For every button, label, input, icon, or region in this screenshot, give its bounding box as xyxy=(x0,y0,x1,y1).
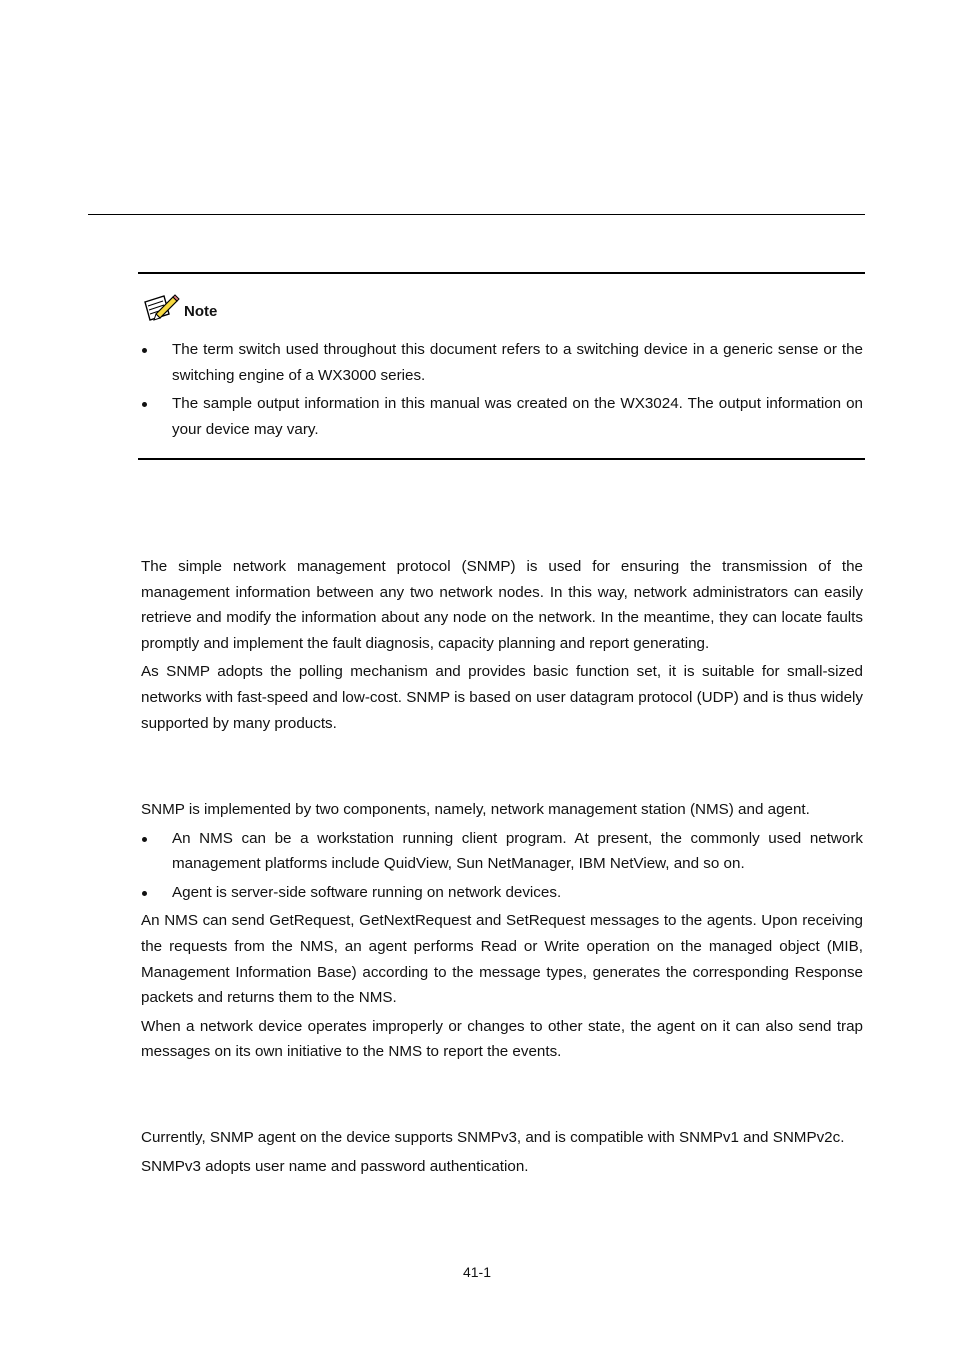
note-item: The term switch used throughout this document refers to a switching device in a generic sense or the switching engine of a WX3000 series. xyxy=(141,337,863,388)
paragraph: SNMP is implemented by two components, namely, network management station (NMS) and agent. xyxy=(141,801,810,818)
page-number: 41-1 xyxy=(462,1264,492,1280)
chapter-title-rule xyxy=(88,214,865,215)
note-list xyxy=(141,337,863,442)
note-header xyxy=(142,292,217,322)
paragraph: As SNMP adopts the polling mechanism and provides basic function set, it is suitable for small-sized networks with fast-speed and low-cost. SNMP is based on user datagram protocol (UDP) and is thus widely supported by many products. xyxy=(141,663,863,732)
pencil-note-icon xyxy=(142,292,180,322)
note-item: The sample output information in this manual was created on the WX3024. The output information on your device may vary. xyxy=(141,391,863,442)
paragraph: The simple network management protocol (SNMP) is used for ensuring the transmission of the management information between any two network nodes. In this way, network administrators can easily retrieve and modify the information about any node on the network. In the meantime, they can locate faults promptly and implement the fault diagnosis, capacity planning and report generating. xyxy=(141,558,863,652)
note-label: Note xyxy=(184,303,218,320)
paragraph: An NMS can send GetRequest, GetNextRequest and SetRequest messages to the agents. Upon receiving the requests from the NMS, an agent performs Read or Write operation on the managed object (MIB, Management Information Base) according to the message types, generates the corresponding Response packets and returns them to the NMS. xyxy=(141,912,863,1007)
note-top-rule xyxy=(138,272,865,274)
snmp-overview-section xyxy=(141,554,863,736)
note-bottom-rule xyxy=(138,458,865,460)
snmp-mechanism-section xyxy=(141,797,863,1065)
paragraph: SNMPv3 adopts user name and password authentication. xyxy=(141,1157,529,1175)
list-item: Agent is server-side software running on network devices. xyxy=(141,880,863,906)
paragraph: When a network device operates improperly or changes to other state, the agent on it can also send trap messages on its own initiative to the NMS to report the events. xyxy=(141,1017,863,1061)
list-item: An NMS can be a workstation running client program. At present, the commonly used network management platforms include QuidView, Sun NetManager, IBM NetView, and so on. xyxy=(141,826,863,877)
snmp-versions-section xyxy=(141,1125,863,1179)
paragraph: Currently, SNMP agent on the device supports SNMPv3, and is compatible with SNMPv1 and SNMPv2c. xyxy=(141,1129,845,1146)
